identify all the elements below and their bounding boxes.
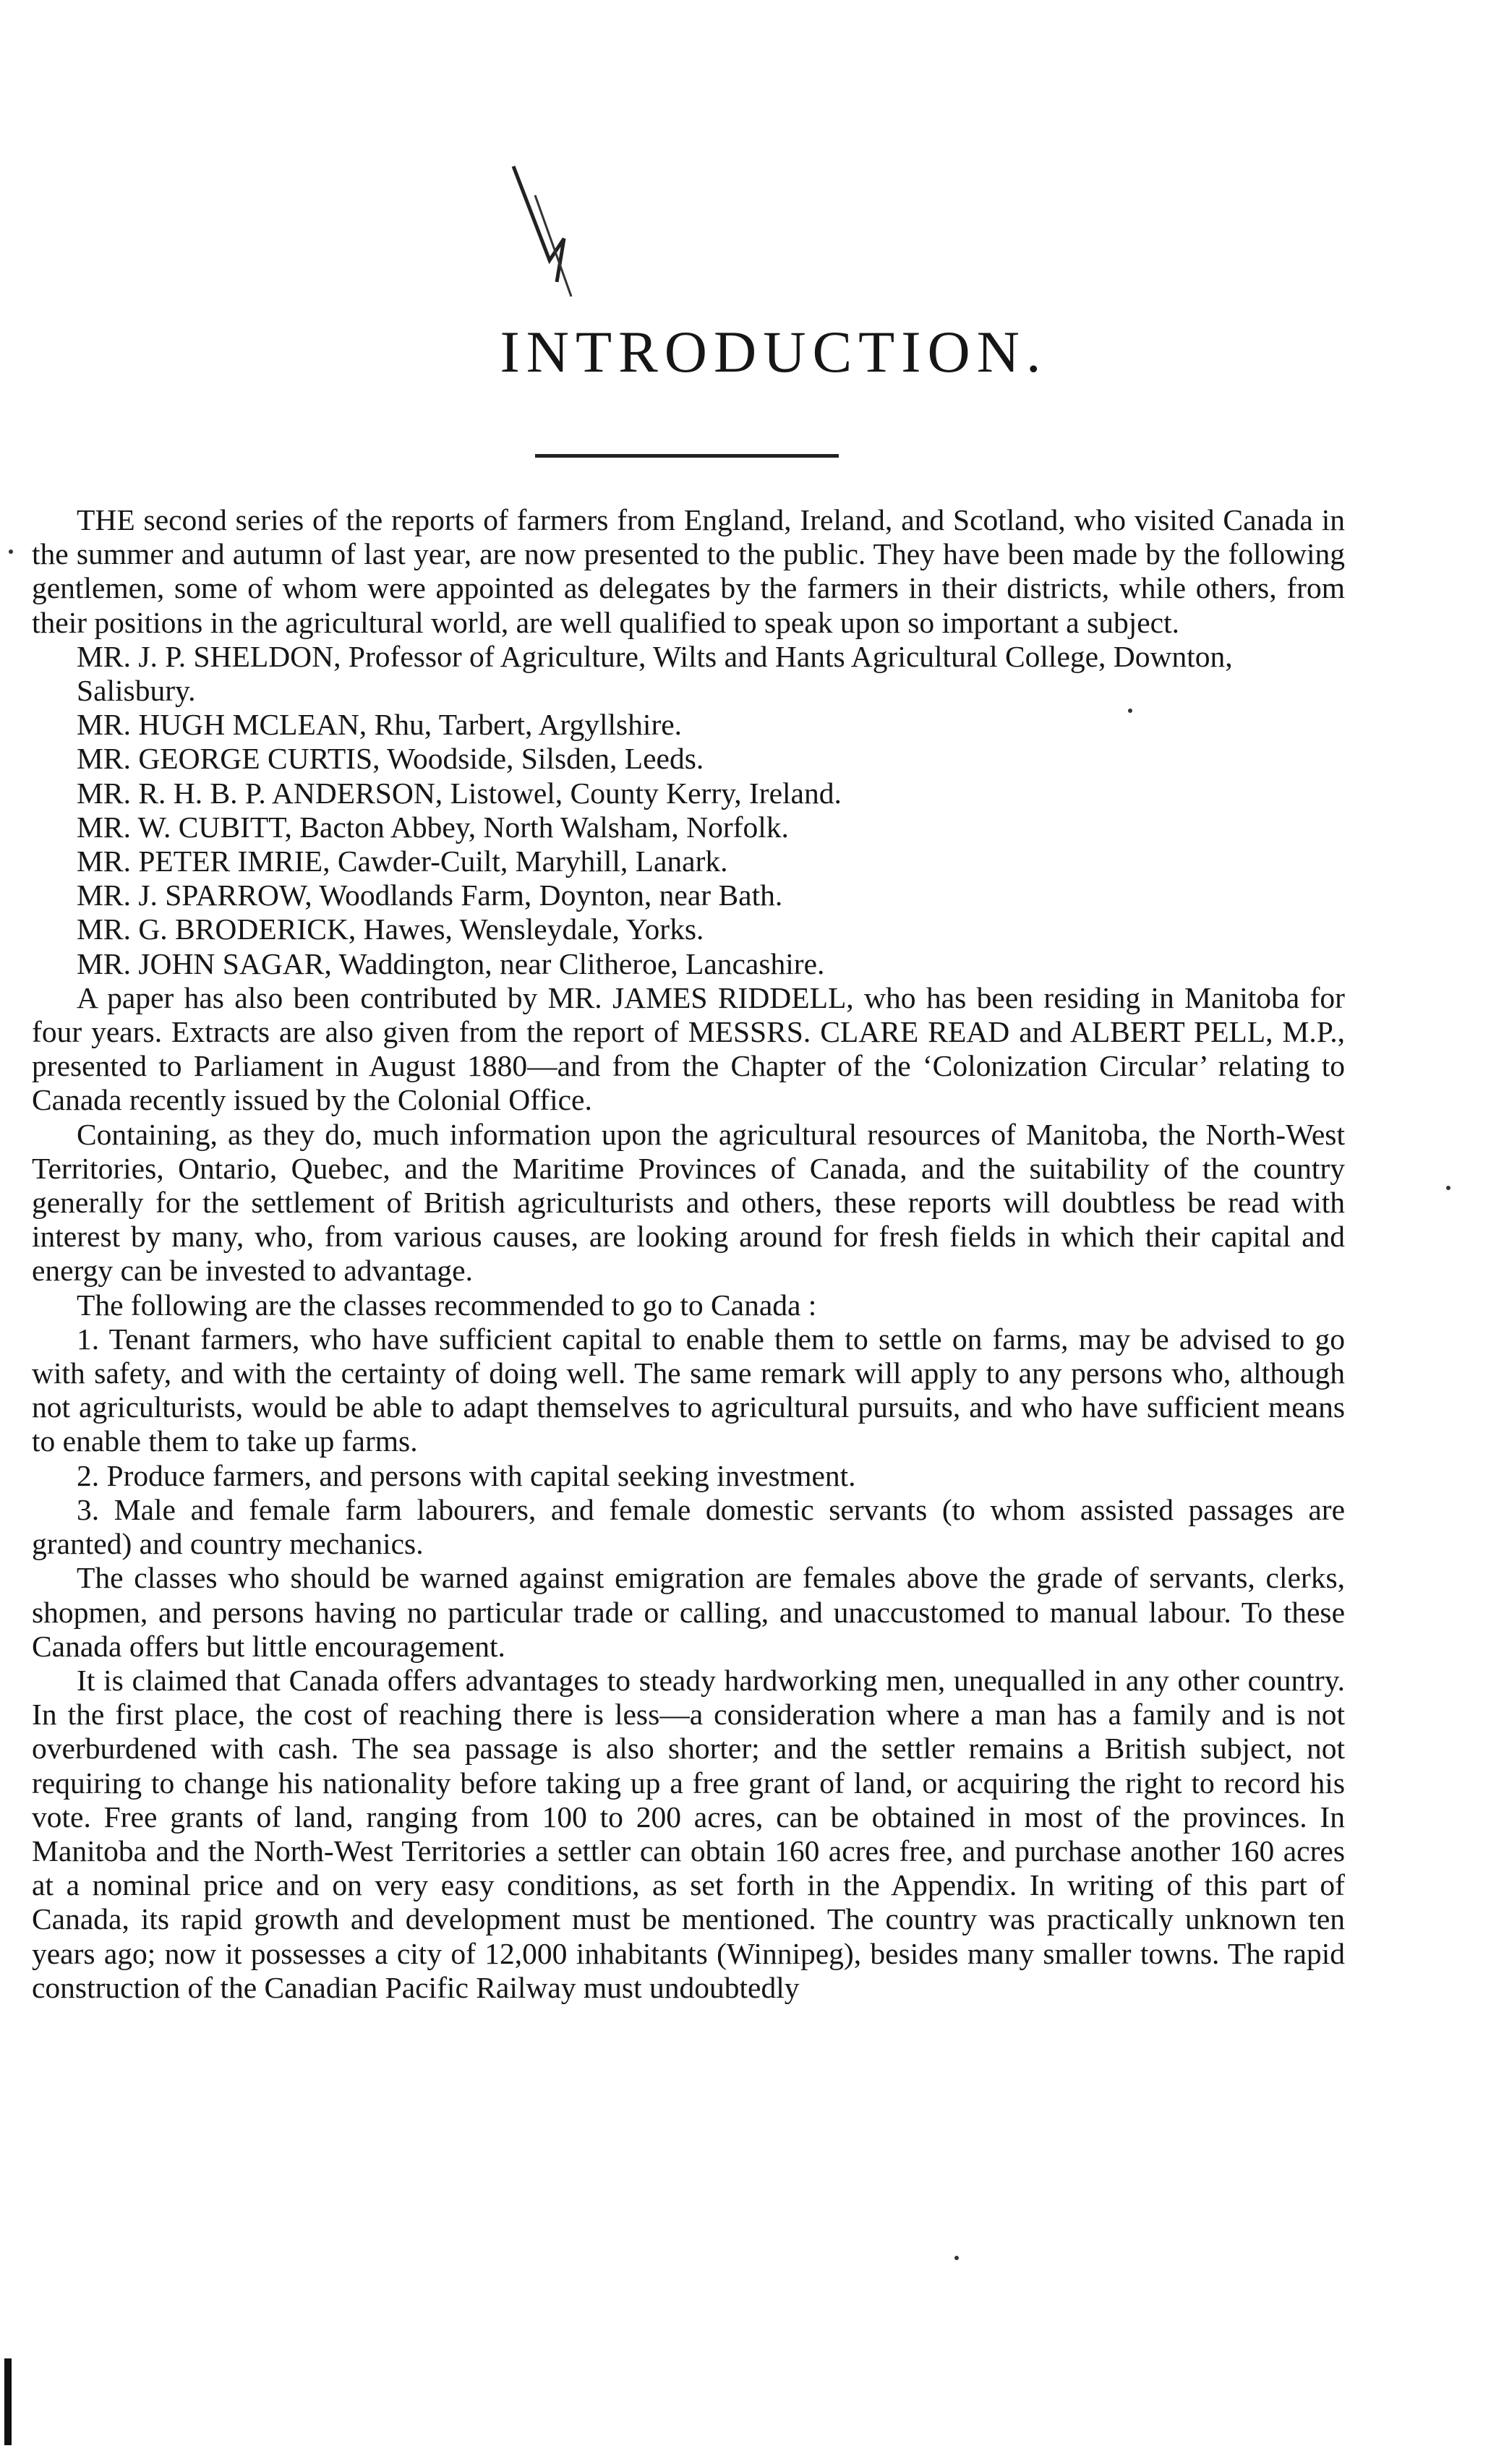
gentleman-detail: Waddington, near Clitheroe, Lancashire. xyxy=(338,946,825,980)
list-item xyxy=(77,742,1345,776)
gentleman-detail: Professor of Agriculture, Wilts and Hants Agricultural College, Downton, Salisbury. xyxy=(77,639,1233,708)
gentleman-detail: Listowel, County Kerry, Ireland. xyxy=(450,776,842,810)
list-item xyxy=(77,947,1345,981)
gentleman-name: MR. R. H. B. P. ANDERSON, xyxy=(77,776,443,810)
paragraph-classes-heading: The following are the classes recommended to go to Canada : xyxy=(77,1288,817,1322)
gentleman-detail: Rhu, Tarbert, Argyllshire. xyxy=(374,708,683,742)
ink-speck xyxy=(1128,709,1132,713)
gentleman-name: MR. JOHN SAGAR, xyxy=(77,946,332,980)
gentleman-detail: Bacton Abbey, North Walsham, Norfolk. xyxy=(299,810,789,844)
gentleman-name: MR. HUGH MCLEAN, xyxy=(77,708,367,742)
gentleman-name: MR. J. SPARROW, xyxy=(77,878,312,912)
gentleman-name: MR. G. BRODERICK, xyxy=(77,912,356,946)
margin-ink-bar xyxy=(4,2358,12,2445)
ink-scratch-mark xyxy=(506,152,607,318)
paragraph-class-3: 3. Male and female farm labourers, and female domestic servants (to whom assisted passages are granted) and country mechanics. xyxy=(32,1492,1345,1561)
introduction-body xyxy=(32,503,1345,2005)
gentleman-detail: Hawes, Wensleydale, Yorks. xyxy=(363,912,704,946)
list-item xyxy=(77,912,1345,946)
list-item xyxy=(77,810,1345,844)
paragraph-advantages: It is claimed that Canada offers advantages to steady hardworking men, unequalled in any other country. In the first place, the cost of reaching there is less—a consideration where a man has a family and is not overburdened with cash. The sea passage is also shorter; and the settler remains a British subject, not requiring to change his nationality before taking up a free grant of land, or acquiring the right to record his vote. Free grants of land, ranging from 100 to 200 acres, can be obtained in most of the provinces. In Manitoba and the North-West Territories a settler can obtain 160 acres free, and purchase another 160 acres at a nominal price and on very easy conditions, as set forth in the Appendix. In writing of this part of Canada, its rapid growth and development must be mentioned. The country was practically unknown ten years ago; now it possesses a city of 12,000 inhabitants (Winnipeg), besides many smaller towns. The rapid construction of the Canadian Pacific Railway must undoubtedly xyxy=(32,1663,1345,2004)
gentleman-name: MR. GEORGE CURTIS, xyxy=(77,742,380,776)
paragraph-class-1: 1. Tenant farmers, who have sufficient capital to enable them to settle on farms, may be advised to go with safety, and with the certainty of doing well. The same remark will apply to any persons who, although not agriculturists, would be able to adapt themselves to agricultural pursuits, and who have sufficient means to enable them to take up farms. xyxy=(32,1322,1345,1458)
ink-speck xyxy=(9,549,13,554)
list-item xyxy=(77,640,1345,708)
list-item xyxy=(77,708,1345,742)
title-rule xyxy=(535,454,839,458)
gentleman-name: MR. J. P. SHELDON, xyxy=(77,639,341,673)
ink-speck xyxy=(1446,1186,1450,1190)
paragraph-warning: The classes who should be warned against emigration are females above the grade of servants, clerks, shopmen, and persons having no particular trade or calling, and unaccustomed to manual labour. To these Canada offers but little encouragement. xyxy=(32,1561,1345,1663)
ink-speck xyxy=(954,2256,959,2260)
gentleman-name: MR. PETER IMRIE, xyxy=(77,844,330,878)
gentleman-detail: Woodlands Farm, Doynton, near Bath. xyxy=(319,878,783,912)
paragraph-intro: THE second series of the reports of farmers from England, Ireland, and Scotland, who visited Canada in the summer and autumn of last year, are now presented to the public. They have been made by the following gentlemen, some of whom were appointed as delegates by the farmers in their districts, while others, from their positions in the agricultural world, are well qualified to speak upon so important a subject. xyxy=(32,503,1345,639)
gentleman-detail: Woodside, Silsden, Leeds. xyxy=(387,742,704,776)
paragraph-class-2: 2. Produce farmers, and persons with capital seeking investment. xyxy=(77,1458,856,1492)
list-item xyxy=(77,844,1345,878)
list-item xyxy=(77,777,1345,810)
gentlemen-list xyxy=(32,640,1345,981)
paragraph-riddell: A paper has also been contributed by MR. JAMES RIDDELL, who has been residing in Manitoba for four years. Extracts are also given from the report of MESSRS. CLARE READ and ALBERT PELL, M.P., presented to Parliament in August 1880—and from the Chapter of the ‘Colonization Circular’ relating to Canada recently issued by the Colonial Office. xyxy=(32,980,1345,1117)
page-title: INTRODUCTION. xyxy=(500,319,1048,385)
paragraph-resources: Containing, as they do, much information upon the agricultural resources of Manitoba, the North-West Territories, Ontario, Quebec, and the Maritime Provinces of Canada, and the suitability of the country generally for the settlement of British agriculturists and others, these reports will doubtless be read with interest by many, who, from various causes, are looking around for fresh fields in which their capital and energy can be invested to advantage. xyxy=(32,1117,1345,1288)
gentleman-detail: Cawder-Cuilt, Maryhill, Lanark. xyxy=(337,844,728,878)
gentleman-name: MR. W. CUBITT, xyxy=(77,810,292,844)
list-item xyxy=(77,878,1345,912)
